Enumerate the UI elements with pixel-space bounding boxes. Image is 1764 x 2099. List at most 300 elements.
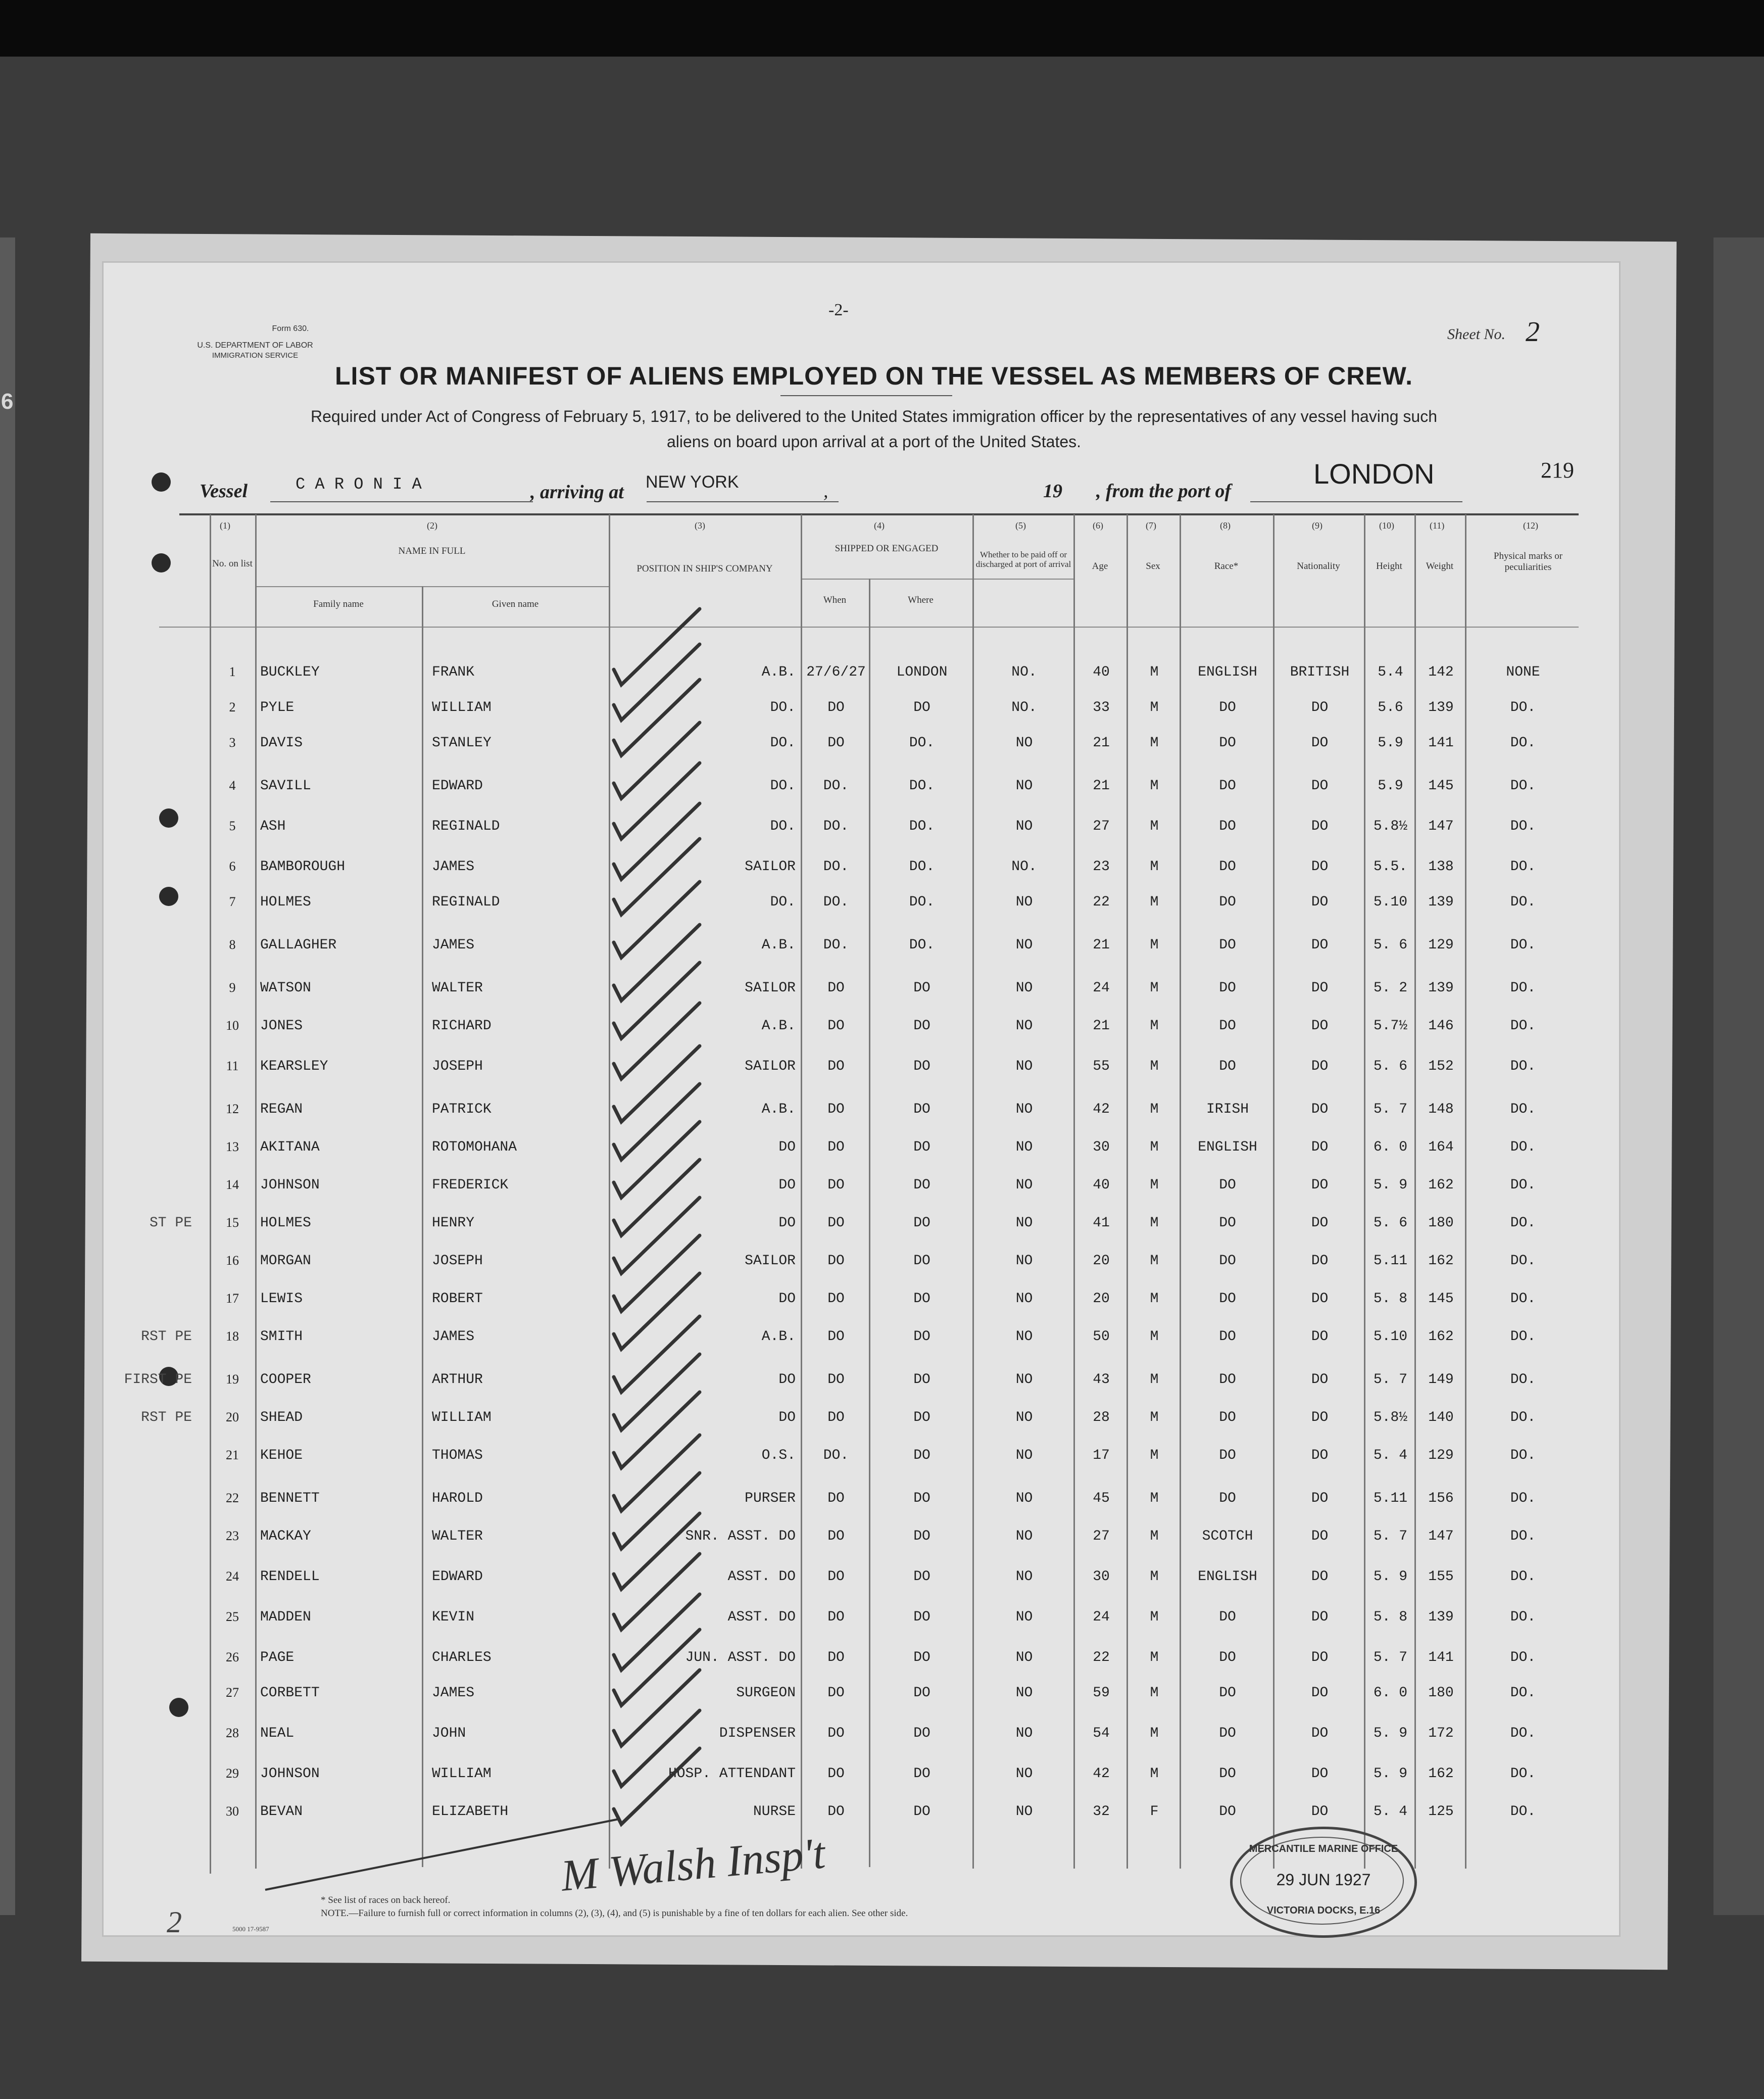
weight: 138	[1428, 859, 1454, 875]
race: DO	[1219, 1650, 1236, 1665]
position: SURGEON	[736, 1685, 796, 1701]
sex: M	[1150, 1215, 1159, 1231]
row-number: 16	[226, 1253, 239, 1268]
row-number: 25	[226, 1609, 239, 1624]
weight: 180	[1428, 1215, 1454, 1231]
shipped-where: DO	[913, 1291, 930, 1307]
row-number: 5	[229, 819, 236, 833]
col-number: (4)	[874, 520, 885, 531]
paid-off: NO	[1015, 1372, 1033, 1388]
weight: 141	[1428, 735, 1454, 751]
age: 24	[1093, 980, 1110, 996]
shipped-when: DO	[827, 1253, 845, 1269]
col-number: (10)	[1379, 520, 1394, 531]
given-name: FRANK	[432, 664, 475, 680]
paid-off: NO	[1015, 1253, 1033, 1269]
row-number: 20	[226, 1410, 239, 1424]
physical-marks: DO.	[1510, 1726, 1536, 1741]
age: 28	[1093, 1410, 1110, 1425]
height: 5.11	[1373, 1253, 1408, 1269]
paid-off: NO	[1015, 1766, 1033, 1782]
age: 32	[1093, 1804, 1110, 1820]
nationality: DO	[1311, 1726, 1329, 1741]
family-name: DAVIS	[260, 735, 303, 751]
family-name: BEVAN	[260, 1804, 303, 1820]
given-name: KEVIN	[432, 1609, 475, 1625]
shipped-when: DO.	[823, 1448, 849, 1463]
position: SAILOR	[745, 859, 796, 875]
given-name: HAROLD	[432, 1491, 483, 1506]
shipped-when: DO	[827, 1491, 845, 1506]
weight: 162	[1428, 1177, 1454, 1193]
physical-marks: DO.	[1510, 937, 1536, 953]
row-number: 29	[226, 1766, 239, 1781]
physical-marks: DO.	[1510, 1253, 1536, 1269]
sex: M	[1150, 819, 1159, 834]
sex: M	[1150, 1448, 1159, 1463]
physical-marks: DO.	[1510, 1372, 1536, 1388]
row-number: 11	[226, 1059, 239, 1073]
arriving-comma: ,	[823, 481, 828, 502]
race: DO	[1219, 1372, 1236, 1388]
row-number: 22	[226, 1491, 239, 1505]
shipped-where: DO	[913, 1448, 930, 1463]
vessel-name: C A R O N I A	[296, 475, 422, 494]
weight: 147	[1428, 819, 1454, 834]
race: DO	[1219, 1685, 1236, 1701]
shipped-where: DO	[913, 1685, 930, 1701]
weight: 162	[1428, 1766, 1454, 1782]
weight: 125	[1428, 1804, 1454, 1820]
margin-note: RST PE	[141, 1329, 192, 1345]
shipped-where: DO	[913, 1018, 930, 1034]
age: 22	[1093, 894, 1110, 910]
position: SAILOR	[745, 1253, 796, 1269]
age: 54	[1093, 1726, 1110, 1741]
sex: M	[1150, 894, 1159, 910]
sheet-label: Sheet No.	[1447, 326, 1505, 343]
position: A.B.	[761, 937, 796, 953]
given-name: ARTHUR	[432, 1372, 483, 1388]
race: ENGLISH	[1198, 1569, 1257, 1585]
position: DO	[778, 1410, 796, 1425]
height: 5.11	[1373, 1491, 1408, 1506]
shipped-where: DO	[913, 1529, 930, 1544]
row-number: 3	[229, 735, 236, 750]
race: DO	[1219, 1177, 1236, 1193]
position: DO.	[770, 735, 796, 751]
height: 5. 9	[1373, 1726, 1408, 1741]
height: 5. 7	[1373, 1650, 1408, 1665]
shipped-where: DO	[913, 1766, 930, 1782]
age: 33	[1093, 700, 1110, 715]
race: DO	[1219, 1329, 1236, 1345]
paid-off: NO	[1015, 1410, 1033, 1425]
given-name: EDWARD	[432, 778, 483, 794]
age: 23	[1093, 859, 1110, 875]
footnote-races: * See list of races on back hereof.	[321, 1895, 451, 1905]
height: 5.10	[1373, 894, 1408, 910]
shipped-where: DO	[913, 1177, 930, 1193]
physical-marks: DO.	[1510, 1609, 1536, 1625]
corner-mark: 2	[167, 1905, 182, 1939]
family-name: JOHNSON	[260, 1766, 320, 1782]
weight: 142	[1428, 664, 1454, 680]
shipped-when: DO.	[823, 894, 849, 910]
given-name: REGINALD	[432, 819, 500, 834]
paid-off: NO	[1015, 1102, 1033, 1117]
nationality: DO	[1311, 819, 1329, 834]
col-header-no: No. on list	[212, 558, 253, 569]
physical-marks: DO.	[1510, 1177, 1536, 1193]
paid-off: NO	[1015, 1529, 1033, 1544]
sex: M	[1150, 980, 1159, 996]
physical-marks: DO.	[1510, 1650, 1536, 1665]
shipped-when: DO	[827, 1215, 845, 1231]
given-name: ROTOMOHANA	[432, 1139, 517, 1155]
position: SNR. ASST. DO	[685, 1529, 796, 1544]
given-name: WILLIAM	[432, 700, 492, 715]
height: 6. 0	[1373, 1139, 1408, 1155]
adjacent-page-right	[1713, 237, 1764, 1915]
weight: 146	[1428, 1018, 1454, 1034]
height: 5.7½	[1373, 1018, 1408, 1034]
weight: 172	[1428, 1726, 1454, 1741]
shipped-where: DO.	[909, 819, 935, 834]
given-name: REGINALD	[432, 894, 500, 910]
shipped-when: DO.	[823, 819, 849, 834]
col-header-race: Race*	[1214, 561, 1239, 571]
shipped-where: DO	[913, 1410, 930, 1425]
given-name: JAMES	[432, 937, 475, 953]
sex: M	[1150, 778, 1159, 794]
row-number: 19	[226, 1372, 239, 1387]
race: DO	[1219, 1291, 1236, 1307]
given-name: ELIZABETH	[432, 1804, 509, 1820]
paid-off: NO	[1015, 1215, 1033, 1231]
family-name: ASH	[260, 819, 286, 834]
age: 24	[1093, 1609, 1110, 1625]
race: DO	[1219, 819, 1236, 834]
race: DO	[1219, 700, 1236, 715]
paid-off: NO	[1015, 1569, 1033, 1585]
age: 21	[1093, 778, 1110, 794]
shipped-when: DO.	[823, 859, 849, 875]
age: 42	[1093, 1766, 1110, 1782]
margin-number-left: 6	[1, 389, 14, 414]
given-name: ROBERT	[432, 1291, 483, 1307]
given-name: JAMES	[432, 1685, 475, 1701]
shipped-when: DO	[827, 735, 845, 751]
nationality: DO	[1311, 1253, 1329, 1269]
paid-off: NO	[1015, 1650, 1033, 1665]
shipped-when: DO	[827, 700, 845, 715]
shipped-when: DO	[827, 1139, 845, 1155]
arriving-port: NEW YORK	[646, 472, 739, 492]
shipped-where: DO.	[909, 735, 935, 751]
nationality: DO	[1311, 980, 1329, 996]
given-name: JOSEPH	[432, 1253, 483, 1269]
family-name: BUCKLEY	[260, 664, 320, 680]
col-header-when: When	[823, 595, 847, 605]
race: ENGLISH	[1198, 1139, 1257, 1155]
family-name: JOHNSON	[260, 1177, 320, 1193]
sex: M	[1150, 1177, 1159, 1193]
race: DO	[1219, 980, 1236, 996]
col-number: (2)	[427, 520, 437, 531]
weight: 162	[1428, 1253, 1454, 1269]
race: DO	[1219, 1726, 1236, 1741]
age: 43	[1093, 1372, 1110, 1388]
position: JUN. ASST. DO	[685, 1650, 796, 1665]
paid-off: NO.	[1011, 700, 1037, 715]
position: A.B.	[761, 1329, 796, 1345]
row-number: 28	[226, 1726, 239, 1740]
physical-marks: DO.	[1510, 859, 1536, 875]
shipped-where: DO	[913, 1372, 930, 1388]
family-name: LEWIS	[260, 1291, 303, 1307]
physical-marks: DO.	[1510, 1529, 1536, 1544]
race: ENGLISH	[1198, 664, 1257, 680]
position: NURSE	[753, 1804, 796, 1820]
physical-marks: DO.	[1510, 778, 1536, 794]
sex: M	[1150, 1726, 1159, 1741]
nationality: DO	[1311, 1609, 1329, 1625]
race: DO	[1219, 778, 1236, 794]
row-number: 26	[226, 1650, 239, 1664]
given-name: EDWARD	[432, 1569, 483, 1585]
vessel-label: Vessel	[200, 481, 248, 502]
nationality: DO	[1311, 1569, 1329, 1585]
family-name: HOLMES	[260, 894, 311, 910]
sex: M	[1150, 664, 1159, 680]
nationality: DO	[1311, 735, 1329, 751]
paid-off: NO	[1015, 735, 1033, 751]
race: DO	[1219, 1059, 1236, 1074]
weight: 141	[1428, 1650, 1454, 1665]
shipped-where: DO.	[909, 937, 935, 953]
sex: M	[1150, 1102, 1159, 1117]
nationality: BRITISH	[1290, 664, 1350, 680]
family-name: GALLAGHER	[260, 937, 337, 953]
footnote-penalty: NOTE.—Failure to furnish full or correct information in columns (2), (3), (4), and (5) is punishable by a fine of ten dollars for each alien. See other side.	[321, 1908, 908, 1919]
height: 5. 7	[1373, 1372, 1408, 1388]
race: DO	[1219, 1448, 1236, 1463]
row-number: 2	[229, 700, 236, 714]
shipped-where: DO	[913, 1726, 930, 1741]
paid-off: NO	[1015, 1177, 1033, 1193]
shipped-when: DO	[827, 1102, 845, 1117]
col-number: (6)	[1093, 520, 1103, 531]
position: DO.	[770, 894, 796, 910]
nationality: DO	[1311, 1372, 1329, 1388]
position: DO	[778, 1215, 796, 1231]
nationality: DO	[1311, 1177, 1329, 1193]
paid-off: NO	[1015, 980, 1033, 996]
sex: M	[1150, 700, 1159, 715]
weight: 147	[1428, 1529, 1454, 1544]
shipped-where: DO	[913, 1650, 930, 1665]
height: 5. 4	[1373, 1804, 1408, 1820]
paid-off: NO	[1015, 937, 1033, 953]
height: 5.5.	[1373, 859, 1408, 875]
shipped-when: DO	[827, 980, 845, 996]
physical-marks: DO.	[1510, 1569, 1536, 1585]
nationality: DO	[1311, 859, 1329, 875]
row-number: 7	[229, 894, 236, 909]
sex: M	[1150, 1569, 1159, 1585]
sex: M	[1150, 1491, 1159, 1506]
position: A.B.	[761, 1102, 796, 1117]
physical-marks: DO.	[1510, 1410, 1536, 1425]
family-name: AKITANA	[260, 1139, 320, 1155]
weight: 180	[1428, 1685, 1454, 1701]
from-port: LONDON	[1313, 458, 1435, 490]
family-name: PYLE	[260, 700, 295, 715]
nationality: DO	[1311, 1329, 1329, 1345]
height: 5.9	[1378, 735, 1403, 751]
subtitle-line-1: Required under Act of Congress of February 5, 1917, to be delivered to the United States immigration officer by the representatives of any vessel having such	[311, 407, 1437, 425]
weight: 145	[1428, 1291, 1454, 1307]
age: 20	[1093, 1253, 1110, 1269]
nationality: DO	[1311, 1804, 1329, 1820]
shipped-where: DO	[913, 980, 930, 996]
physical-marks: DO.	[1510, 1766, 1536, 1782]
given-name: WILLIAM	[432, 1410, 492, 1425]
paid-off: NO.	[1011, 664, 1037, 680]
top-border	[0, 0, 1764, 57]
physical-marks: DO.	[1510, 700, 1536, 715]
nationality: DO	[1311, 1650, 1329, 1665]
weight: 162	[1428, 1329, 1454, 1345]
position: DO.	[770, 819, 796, 834]
margin-note: RST PE	[141, 1410, 192, 1425]
position: O.S.	[761, 1448, 796, 1463]
service: IMMIGRATION SERVICE	[212, 351, 299, 360]
shipped-where: LONDON	[896, 664, 948, 680]
family-name: NEAL	[260, 1726, 295, 1741]
race: DO	[1219, 1491, 1236, 1506]
weight: 149	[1428, 1372, 1454, 1388]
col-header-sex: Sex	[1146, 561, 1160, 571]
given-name: RICHARD	[432, 1018, 492, 1034]
inspector-signature: M Walsh Insp't	[559, 1829, 827, 1901]
col-header-name: NAME IN FULL	[398, 546, 466, 556]
race: DO	[1219, 859, 1236, 875]
nationality: DO	[1311, 1685, 1329, 1701]
nationality: DO	[1311, 1215, 1329, 1231]
col-header-where: Where	[908, 595, 934, 605]
manifest-title: LIST OR MANIFEST OF ALIENS EMPLOYED ON THE VESSEL AS MEMBERS OF CREW.	[335, 362, 1413, 390]
race: IRISH	[1206, 1102, 1249, 1117]
shipped-when: DO	[827, 1685, 845, 1701]
physical-marks: NONE	[1506, 664, 1540, 680]
shipped-where: DO	[913, 1804, 930, 1820]
given-name: FREDERICK	[432, 1177, 509, 1193]
nationality: DO	[1311, 1448, 1329, 1463]
shipped-when: DO	[827, 1529, 845, 1544]
weight: 139	[1428, 980, 1454, 996]
paid-off: NO	[1015, 1685, 1033, 1701]
height: 5. 9	[1373, 1569, 1408, 1585]
shipped-where: DO	[913, 1569, 930, 1585]
given-name: PATRICK	[432, 1102, 492, 1117]
nationality: DO	[1311, 778, 1329, 794]
given-name: JOSEPH	[432, 1059, 483, 1074]
row-number: 6	[229, 859, 236, 874]
family-name: RENDELL	[260, 1569, 320, 1585]
nationality: DO	[1311, 1059, 1329, 1074]
height: 5.6	[1378, 700, 1403, 715]
position: DO	[778, 1291, 796, 1307]
position: PURSER	[745, 1491, 796, 1506]
height: 5.9	[1378, 778, 1403, 794]
row-number: 18	[226, 1329, 239, 1344]
age: 27	[1093, 819, 1110, 834]
family-name: BENNETT	[260, 1491, 320, 1506]
given-name: WALTER	[432, 980, 483, 996]
family-name: KEARSLEY	[260, 1059, 328, 1074]
race: DO	[1219, 1766, 1236, 1782]
age: 21	[1093, 735, 1110, 751]
nationality: DO	[1311, 700, 1329, 715]
shipped-when: DO	[827, 1059, 845, 1074]
nationality: DO	[1311, 1410, 1329, 1425]
shipped-where: DO	[913, 700, 930, 715]
shipped-when: DO	[827, 1726, 845, 1741]
age: 21	[1093, 1018, 1110, 1034]
family-name: CORBETT	[260, 1685, 320, 1701]
row-number: 10	[226, 1018, 239, 1033]
family-name: BAMBOROUGH	[260, 859, 346, 875]
shipped-when: DO	[827, 1329, 845, 1345]
shipped-where: DO	[913, 1215, 930, 1231]
paid-off: NO.	[1011, 859, 1037, 875]
family-name: REGAN	[260, 1102, 303, 1117]
race: DO	[1219, 735, 1236, 751]
physical-marks: DO.	[1510, 1329, 1536, 1345]
family-name: MADDEN	[260, 1609, 311, 1625]
nationality: DO	[1311, 1291, 1329, 1307]
physical-marks: DO.	[1510, 1491, 1536, 1506]
col-number: (9)	[1312, 520, 1322, 531]
shipped-when: DO	[827, 1804, 845, 1820]
age: 30	[1093, 1139, 1110, 1155]
physical-marks: DO.	[1510, 894, 1536, 910]
physical-marks: DO.	[1510, 819, 1536, 834]
shipped-where: DO	[913, 1609, 930, 1625]
row-number: 24	[226, 1569, 239, 1584]
col-header-paid-off: Whether to be paid off or discharged at port of arrival	[975, 550, 1071, 569]
race: DO	[1219, 1253, 1236, 1269]
physical-marks: DO.	[1510, 735, 1536, 751]
sex: M	[1150, 1685, 1159, 1701]
paid-off: NO	[1015, 1018, 1033, 1034]
paid-off: NO	[1015, 1609, 1033, 1625]
shipped-where: DO	[913, 1059, 930, 1074]
form-number: Form 630.	[272, 324, 309, 333]
height: 5.4	[1378, 664, 1403, 680]
shipped-where: DO.	[909, 778, 935, 794]
row-number: 30	[226, 1804, 239, 1819]
col-number: (8)	[1220, 520, 1231, 531]
department: U.S. DEPARTMENT OF LABOR	[197, 341, 313, 350]
arriving-label: , arriving at	[530, 482, 624, 503]
shipped-when: DO.	[823, 937, 849, 953]
height: 5. 9	[1373, 1766, 1408, 1782]
col-header-marks: Physical marks or peculiarities	[1493, 551, 1563, 573]
row-number: 1	[229, 664, 236, 679]
